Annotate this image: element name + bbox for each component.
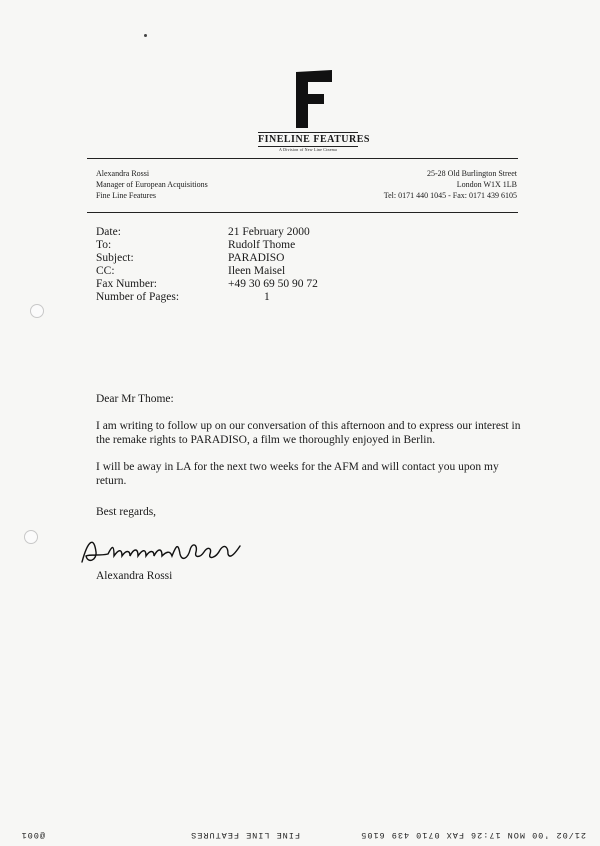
- memo-label: Fax Number:: [96, 278, 158, 290]
- sender-company: Fine Line Features: [96, 191, 156, 200]
- header-rule-bottom: [87, 212, 518, 213]
- logo-brand: FINELINE FEATURES: [258, 134, 370, 145]
- memo-value-to: Rudolf Thome: [228, 239, 296, 251]
- paragraph-2: I will be away in LA for the next two weeks for the AFM and will contact you upon my return.: [96, 461, 499, 487]
- memo-label: Date:: [96, 226, 121, 238]
- closing: Best regards,: [96, 506, 157, 518]
- memo-value-subject: PARADISO: [228, 252, 285, 264]
- memo-value-date: 21 February 2000: [228, 226, 310, 238]
- signature-image: [78, 532, 258, 572]
- address-block: [384, 168, 517, 201]
- salutation: Dear Mr Thome:: [96, 393, 174, 405]
- f-logo-icon: [278, 70, 338, 130]
- address-street: 25-28 Old Burlington Street: [427, 169, 517, 178]
- punch-hole-bottom: [24, 530, 38, 544]
- memo-label: Subject:: [96, 252, 134, 264]
- sender-name: Alexandra Rossi: [96, 169, 150, 178]
- memo-label: To:: [96, 239, 112, 251]
- company-logo: [258, 70, 370, 152]
- letter-body: [96, 392, 526, 519]
- signer-name: Alexandra Rossi: [96, 570, 173, 582]
- memo-value-pages: 1: [264, 291, 270, 303]
- punch-hole-top: [30, 304, 44, 318]
- memo-value-cc: Ileen Maisel: [228, 265, 286, 277]
- fax-header-page: @001: [20, 830, 45, 840]
- memo-fields: [96, 226, 318, 304]
- address-city: London W1X 1LB: [456, 180, 517, 189]
- memo-value-fax: +49 30 69 50 90 72: [228, 278, 318, 290]
- logo-tagline: A Division of New Line Cinema: [279, 147, 337, 152]
- memo-row-pages: [96, 291, 318, 304]
- memo-row-cc: [96, 265, 318, 278]
- address-contact: Tel: 0171 440 1045 - Fax: 0171 439 6105: [383, 191, 517, 200]
- header-rule-top: [87, 158, 518, 159]
- fax-header-timestamp: 21/02 '00 MON 17:26 FAX 0710 439 6105: [360, 830, 586, 840]
- fax-transmission-header: [0, 826, 600, 844]
- sender-title: Manager of European Acquisitions: [96, 180, 208, 189]
- memo-row-date: [96, 226, 318, 239]
- memo-row-fax: [96, 278, 318, 291]
- scan-speck: [144, 34, 147, 37]
- memo-row-to: [96, 239, 318, 252]
- memo-label: CC:: [96, 265, 115, 277]
- memo-row-subject: [96, 252, 318, 265]
- paragraph-1: I am writing to follow up on our conversation of this afternoon and to express our interest in the remake rights to PARADISO, a film we thoroughly enjoyed in Berlin.: [96, 420, 521, 446]
- memo-label: Number of Pages:: [96, 291, 180, 303]
- fax-header-company: FINE LINE FEATURES: [190, 830, 300, 840]
- sender-block: [96, 168, 208, 201]
